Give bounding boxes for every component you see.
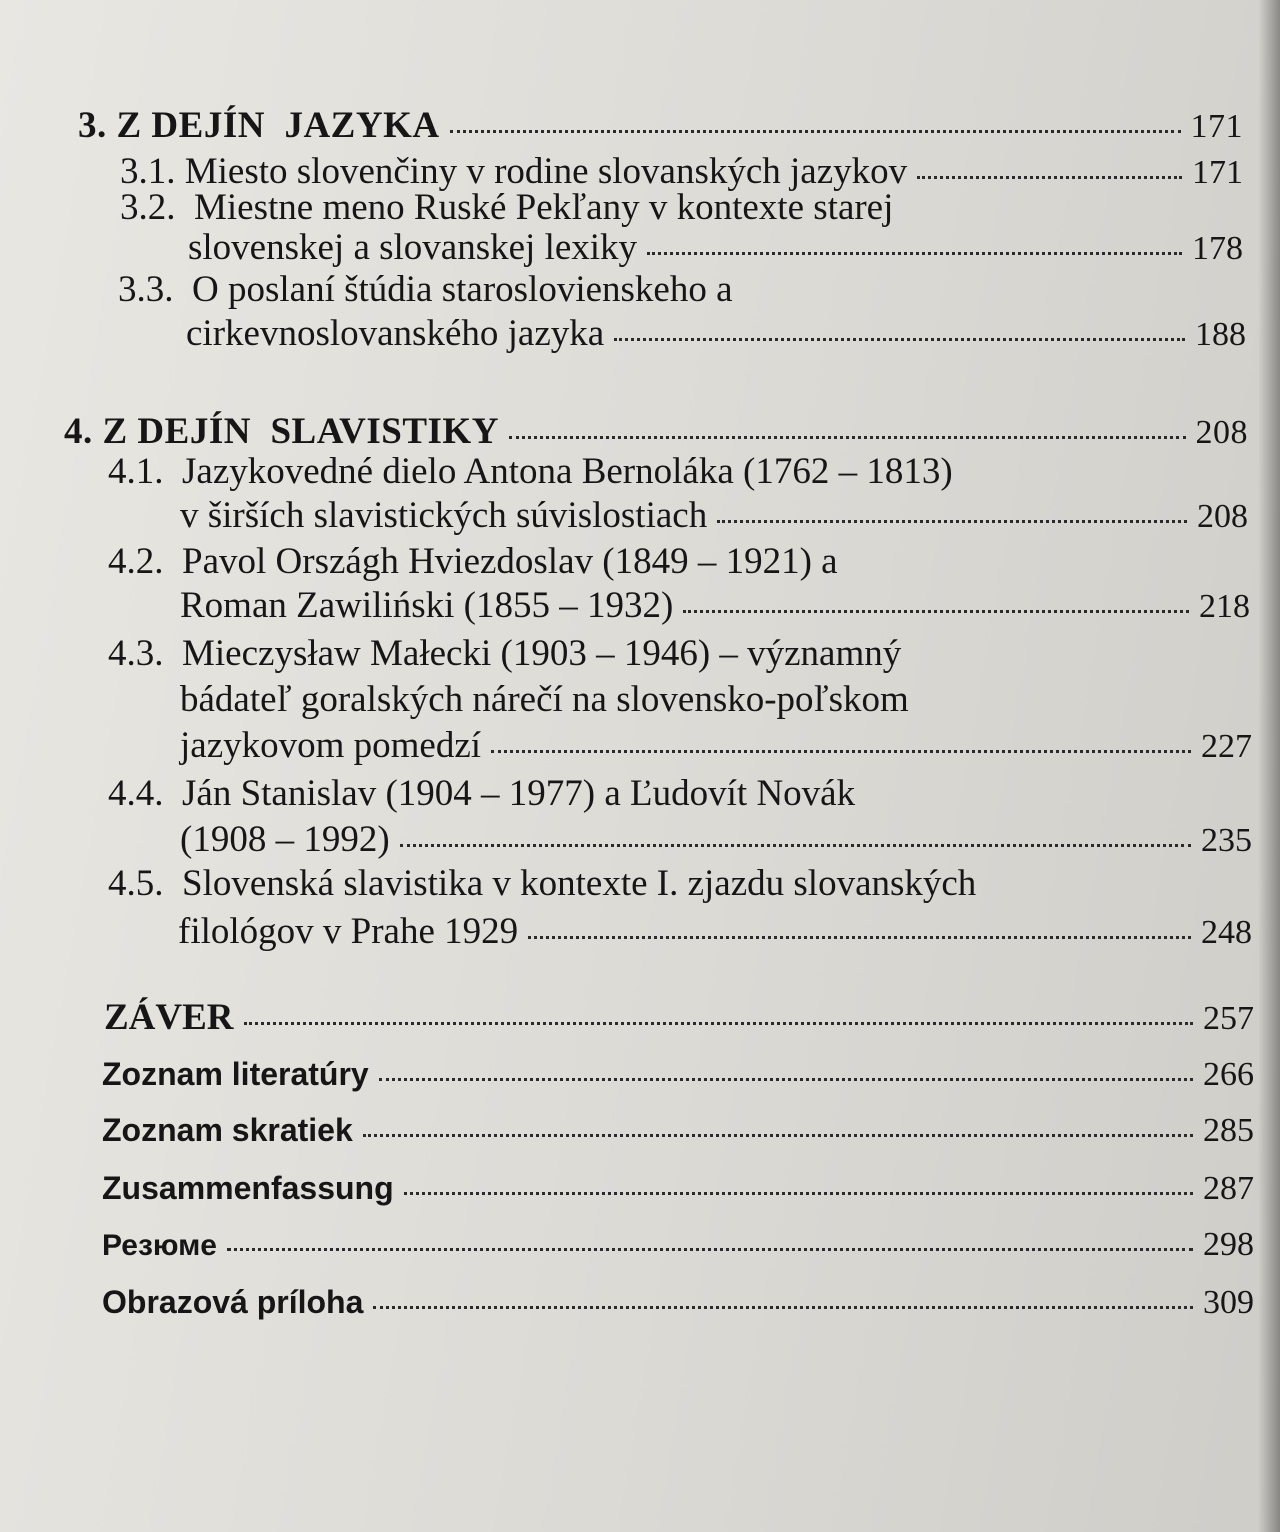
toc-section-3-3-line-2 — [186, 312, 1246, 355]
toc-chapter-3 — [78, 104, 1243, 147]
entry-title: Резюме — [102, 1229, 217, 1262]
chapter-number: 3. — [78, 105, 107, 146]
page-number: 208 — [1197, 498, 1248, 535]
section-title-cont: slovenskej a slovanskej lexiky — [188, 227, 638, 268]
toc-chapter-4 — [64, 410, 1248, 453]
toc-section-4-3-line-2 — [180, 678, 909, 721]
toc-section-4-2-line-2 — [180, 584, 1250, 627]
leader-dots — [717, 520, 1187, 523]
page-number: 218 — [1199, 588, 1250, 625]
chapter-title: Z DEJÍN SLAVISTIKY — [102, 411, 499, 452]
toc-zoznam-skratiek — [102, 1112, 1254, 1150]
entry-title: Obrazová príloha — [102, 1284, 364, 1320]
section-title-cont: Roman Zawiliński (1855 – 1932) — [180, 585, 674, 626]
page-number: 235 — [1201, 822, 1252, 859]
toc-section-4-3-line-1 — [108, 632, 901, 675]
leader-dots — [227, 1248, 1193, 1251]
leader-dots — [614, 338, 1185, 341]
toc-section-3-2-line-2 — [188, 226, 1243, 269]
section-title-cont: jazykovom pomedzí — [180, 725, 482, 766]
entry-title: Zoznam literatúry — [102, 1056, 369, 1092]
page-number: 285 — [1203, 1112, 1254, 1149]
chapter-number: 4. — [64, 411, 93, 452]
leader-dots — [373, 1306, 1193, 1309]
page-number: 266 — [1203, 1056, 1254, 1093]
leader-dots — [400, 844, 1191, 847]
page-number: 208 — [1195, 414, 1248, 451]
section-title: Pavol Országh Hviezdoslav (1849 – 1921) a — [182, 541, 838, 582]
entry-title: ZÁVER — [104, 997, 234, 1038]
page-number: 227 — [1201, 728, 1252, 765]
section-title: O poslaní štúdia staroslovienskeho a — [192, 269, 733, 310]
toc-section-4-2-line-1 — [108, 540, 838, 583]
page-number: 287 — [1203, 1170, 1254, 1207]
toc-section-4-3-line-3 — [180, 724, 1252, 767]
toc-section-4-1-line-1 — [108, 450, 953, 493]
toc-section-4-1-line-2 — [180, 494, 1248, 537]
section-title: Miesto slovenčiny v rodine slovanských jazykov — [184, 151, 908, 192]
page-number: 257 — [1203, 1000, 1254, 1037]
page-number: 248 — [1201, 914, 1252, 951]
chapter-title: Z DEJÍN JAZYKA — [116, 105, 440, 146]
section-title: Ján Stanislav (1904 – 1977) a Ľudovít Novák — [182, 773, 856, 814]
toc-zoznam-literatury — [102, 1056, 1254, 1094]
toc-section-3-2-line-1 — [120, 186, 893, 229]
toc-zusammenfassung — [102, 1170, 1254, 1208]
section-title-cont: filológov v Prahe 1929 — [178, 911, 519, 952]
toc-section-3-3-line-1 — [118, 268, 733, 311]
section-number: 4.4. — [108, 773, 164, 814]
section-number: 3.3. — [118, 269, 174, 310]
section-title: Mieczysław Małecki (1903 – 1946) – významný — [182, 633, 902, 674]
leader-dots — [647, 252, 1182, 255]
leader-dots — [509, 436, 1186, 439]
leader-dots — [683, 610, 1189, 613]
section-title-cont: cirkevnoslovanského jazyka — [186, 313, 605, 354]
entry-title: Zoznam skratiek — [102, 1112, 353, 1148]
leader-dots — [491, 750, 1191, 753]
entry-title: Zusammenfassung — [102, 1170, 394, 1206]
section-title: Miestne meno Ruské Pekľany v kontexte starej — [194, 187, 894, 228]
leader-dots — [244, 1022, 1193, 1025]
section-number: 4.1. — [108, 451, 164, 492]
section-number: 4.2. — [108, 541, 164, 582]
section-number: 4.5. — [108, 863, 164, 904]
section-title: Slovenská slavistika v kontexte I. zjazdu slovanských — [182, 863, 977, 904]
leader-dots — [379, 1078, 1193, 1081]
section-number: 4.3. — [108, 633, 164, 674]
page-number: 188 — [1195, 316, 1246, 353]
page-edge-shadow — [1258, 0, 1280, 1532]
page-number: 178 — [1192, 230, 1243, 267]
leader-dots — [528, 936, 1191, 939]
page-number: 309 — [1203, 1284, 1254, 1321]
section-title-cont: (1908 – 1992) — [180, 819, 390, 860]
page-number: 171 — [1190, 108, 1243, 145]
toc-section-4-4-line-1 — [108, 772, 855, 815]
toc-rezyume — [102, 1226, 1254, 1264]
toc-zaver — [104, 996, 1254, 1039]
section-title: Jazykovedné dielo Antona Bernoláka (1762 – 1813) — [182, 451, 953, 492]
toc-section-4-4-line-2 — [180, 818, 1252, 861]
section-number: 3.2. — [120, 187, 176, 228]
section-title-cont: bádateľ goralských nárečí na slovensko-poľskom — [180, 679, 909, 720]
toc-section-4-5-line-2 — [178, 910, 1252, 953]
leader-dots — [404, 1192, 1193, 1195]
section-title-cont: v širších slavistických súvislostiach — [180, 495, 708, 536]
page-number: 171 — [1192, 154, 1243, 191]
leader-dots — [450, 130, 1181, 133]
toc-obrazova-priloha — [102, 1284, 1254, 1322]
page-number: 298 — [1203, 1226, 1254, 1263]
leader-dots — [363, 1134, 1193, 1137]
leader-dots — [917, 176, 1182, 179]
section-number: 3.1. — [120, 151, 176, 192]
toc-section-4-5-line-1 — [108, 862, 976, 905]
